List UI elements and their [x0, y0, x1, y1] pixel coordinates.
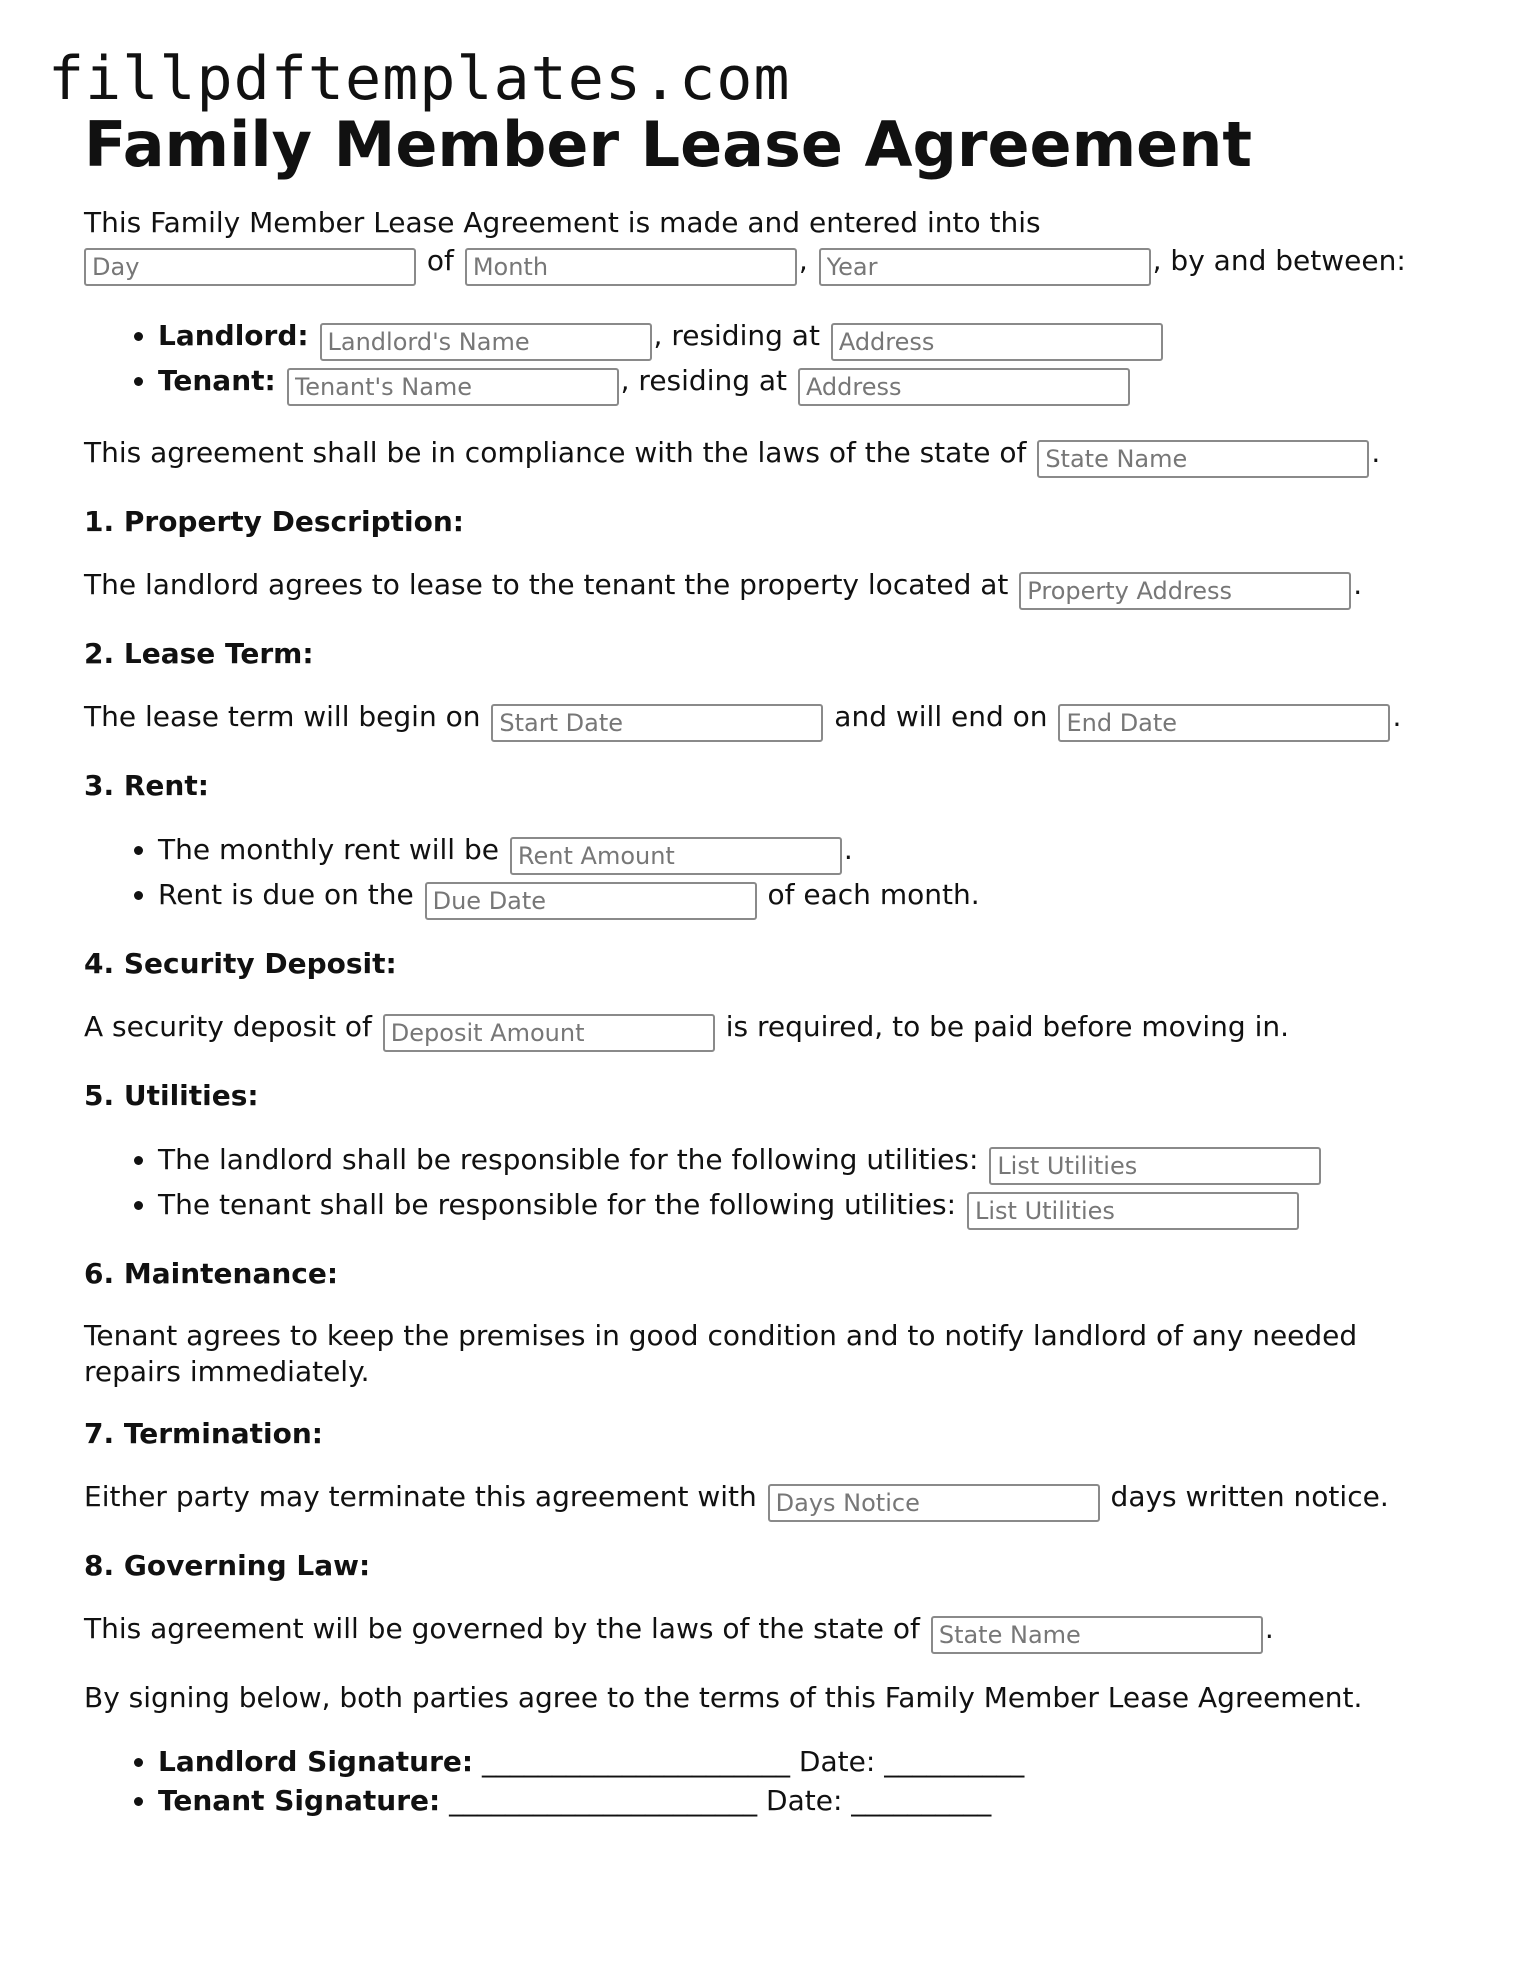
landlord-utilities-field[interactable] — [989, 1147, 1321, 1185]
landlord-name-field[interactable] — [320, 323, 652, 361]
deposit-amount-field[interactable] — [383, 1014, 715, 1052]
due-date-field[interactable] — [425, 882, 757, 920]
section-heading-deposit: 4. Security Deposit: — [84, 947, 397, 980]
law-text: This agreement will be governed by the laws of the state of — [84, 1612, 920, 1645]
period-text: . — [1392, 700, 1402, 733]
deposit-end-text: is required, to be paid before moving in. — [725, 1010, 1289, 1043]
watermark: fillpdftemplates.com — [48, 44, 791, 114]
landlord-address-field[interactable] — [831, 323, 1163, 361]
of-text: of — [426, 244, 454, 277]
date-label: Date: — [766, 1784, 843, 1817]
rent-amount-field[interactable] — [510, 837, 842, 875]
period-text: . — [1371, 436, 1381, 469]
compliance-line — [84, 434, 1444, 478]
section-heading-term: 2. Lease Term: — [84, 637, 314, 670]
property-line — [84, 566, 1444, 610]
days-notice-field[interactable] — [768, 1484, 1100, 1522]
tenant-signature-label: Tenant Signature: — [158, 1784, 441, 1817]
rent-due-end-text: of each month. — [767, 878, 980, 911]
section-heading-maintenance: 6. Maintenance: — [84, 1257, 339, 1290]
compliance-text: This agreement shall be in compliance with the laws of the state of — [84, 436, 1027, 469]
term-line — [84, 698, 1444, 742]
tenant-utilities-field[interactable] — [967, 1192, 1299, 1230]
tenant-signature-item — [158, 1781, 1444, 1820]
page-title: Family Member Lease Agreement — [84, 108, 1253, 181]
year-field[interactable] — [819, 248, 1151, 286]
tenant-name-field[interactable] — [287, 368, 619, 406]
intro-text: This Family Member Lease Agreement is made and entered into this — [84, 206, 1041, 239]
rent-amount-item — [158, 830, 1444, 875]
landlord-date-line[interactable]: __________ — [884, 1745, 1025, 1778]
termination-end-text: days written notice. — [1110, 1480, 1389, 1513]
landlord-utilities-item — [158, 1140, 1444, 1185]
landlord-label: Landlord: — [158, 319, 309, 352]
section-heading-utilities: 5. Utilities: — [84, 1079, 259, 1112]
period-text: . — [843, 833, 853, 866]
tenant-utilities-text: The tenant shall be responsible for the following utilities: — [158, 1188, 957, 1221]
compliance-state-field[interactable] — [1037, 440, 1369, 478]
comma-text: , — [798, 244, 808, 277]
date-label: Date: — [798, 1745, 876, 1778]
tenant-address-field[interactable] — [798, 368, 1130, 406]
by-and-between-text: , by and between: — [1152, 244, 1406, 277]
property-text: The landlord agrees to lease to the tenant the property located at — [84, 568, 1009, 601]
period-text: . — [1264, 1612, 1274, 1645]
termination-line — [84, 1478, 1444, 1522]
landlord-utilities-text: The landlord shall be responsible for the following utilities: — [158, 1143, 979, 1176]
period-text: . — [1353, 568, 1363, 601]
term-mid-text: and will end on — [834, 700, 1048, 733]
tenant-signature-line[interactable]: ______________________ — [449, 1784, 758, 1817]
end-date-field[interactable] — [1058, 704, 1390, 742]
section-heading-termination: 7. Termination: — [84, 1417, 323, 1450]
tenant-label: Tenant: — [158, 364, 276, 397]
residing-at-text: , residing at — [653, 319, 820, 352]
law-state-field[interactable] — [931, 1616, 1263, 1654]
landlord-signature-item — [158, 1742, 1444, 1781]
intro-paragraph — [84, 204, 1444, 286]
rent-due-text: Rent is due on the — [158, 878, 414, 911]
document-body — [84, 106, 1444, 1820]
landlord-signature-label: Landlord Signature: — [158, 1745, 474, 1778]
landlord-signature-line[interactable]: ______________________ — [482, 1745, 791, 1778]
term-start-text: The lease term will begin on — [84, 700, 481, 733]
rent-due-item — [158, 875, 1444, 920]
maintenance-text: Tenant agrees to keep the premises in good condition and to notify landlord of any needed repairs immediately. — [84, 1319, 1358, 1388]
start-date-field[interactable] — [491, 704, 823, 742]
landlord-item — [158, 316, 1444, 361]
signature-list — [84, 1742, 1444, 1820]
section-heading-property: 1. Property Description: — [84, 505, 464, 538]
tenant-utilities-item — [158, 1185, 1444, 1230]
month-field[interactable] — [465, 248, 797, 286]
utilities-list — [84, 1140, 1444, 1230]
termination-start-text: Either party may terminate this agreement with — [84, 1480, 757, 1513]
closing-text: By signing below, both parties agree to the terms of this Family Member Lease Agreement. — [84, 1681, 1363, 1714]
rent-list — [84, 830, 1444, 920]
day-field[interactable] — [84, 248, 416, 286]
deposit-line — [84, 1008, 1444, 1052]
section-heading-law: 8. Governing Law: — [84, 1549, 371, 1582]
deposit-start-text: A security deposit of — [84, 1010, 372, 1043]
property-address-field[interactable] — [1019, 572, 1351, 610]
section-heading-rent: 3. Rent: — [84, 769, 209, 802]
residing-at-text: , residing at — [620, 364, 788, 397]
parties-list — [84, 316, 1444, 406]
law-line — [84, 1610, 1444, 1654]
tenant-date-line[interactable]: __________ — [851, 1784, 992, 1817]
tenant-item — [158, 361, 1444, 406]
rent-amount-text: The monthly rent will be — [158, 833, 499, 866]
